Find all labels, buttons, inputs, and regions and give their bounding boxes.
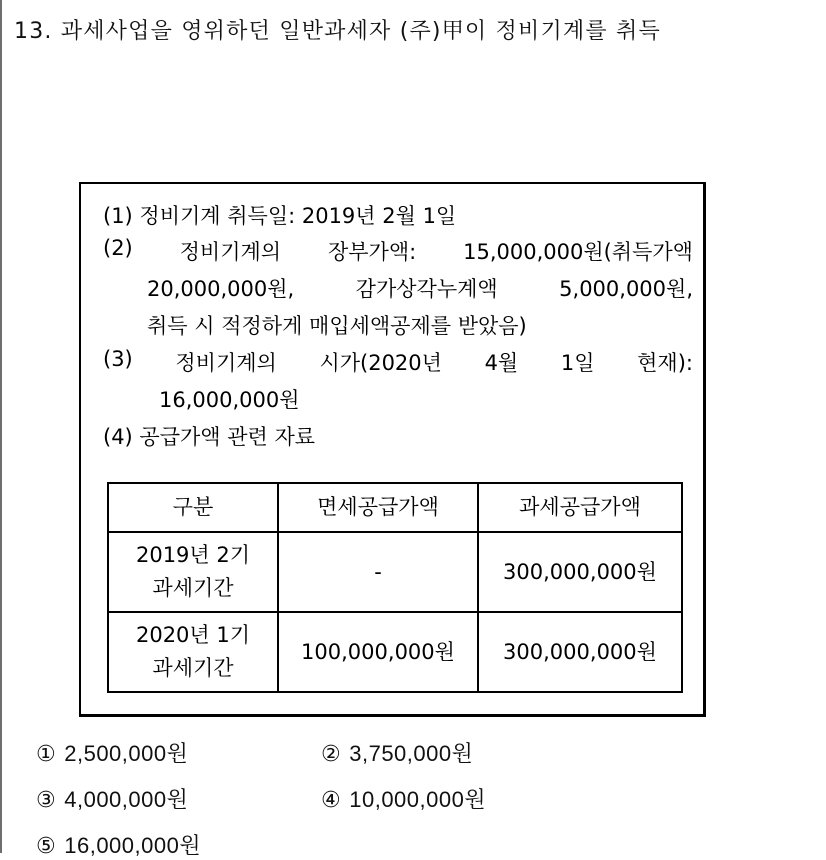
info-box	[79, 182, 706, 717]
table-row	[108, 532, 682, 612]
info-item-2-cont-part: 20,000,000원,	[147, 277, 295, 301]
choice-5[interactable]	[36, 829, 201, 860]
period-line-1: 2020년 1기	[135, 623, 251, 648]
table-cell-period	[108, 532, 278, 612]
info-item-2-part: 15,000,000원(취득가액	[463, 240, 693, 264]
choice-number: ①	[36, 742, 57, 767]
info-item-1: (1) 정비기계 취득일: 2019년 2월 1일	[103, 204, 457, 228]
choice-3[interactable]	[36, 783, 188, 814]
info-item-3	[103, 347, 693, 377]
choice-value: 2,500,000원	[64, 741, 189, 766]
info-item-3-part: 4월	[484, 351, 519, 375]
info-item-2-cont-part: 감가상각누계액	[355, 277, 498, 301]
info-item-3-part: (3)	[103, 347, 133, 371]
question-title: 13. 과세사업을 영위하던 일반과세자 (주)甲이 정비기계를 취득	[14, 19, 661, 44]
choice-1[interactable]	[36, 737, 188, 768]
table-header-cell: 과세공급가액	[478, 483, 682, 532]
choice-value: 10,000,000원	[349, 787, 487, 812]
info-item-2-continuation-2: 취득 시 적정하게 매입세액공제를 받았음)	[147, 314, 527, 338]
page-left-border	[0, 0, 2, 853]
table-header-cell: 면세공급가액	[278, 483, 478, 532]
info-item-3-part: 1일	[560, 351, 595, 375]
period-line-2: 과세기간	[152, 656, 234, 680]
table-header-cell: 구분	[108, 483, 278, 532]
info-item-3-part: 현재):	[637, 351, 693, 375]
table-cell-period	[108, 612, 278, 692]
table-cell-taxable: 300,000,000원	[478, 612, 682, 692]
choice-number: ④	[321, 788, 342, 813]
choice-number: ②	[321, 742, 342, 767]
info-item-3-part: 정비기계의	[175, 351, 277, 375]
choice-value: 16,000,000원	[64, 833, 202, 858]
choice-value: 3,750,000원	[349, 741, 474, 766]
table-header-row	[108, 483, 682, 532]
period-line-2: 과세기간	[152, 576, 234, 600]
info-item-2-part: 장부가액:	[327, 240, 417, 264]
info-item-3-part: 시가(2020년	[319, 351, 442, 375]
info-item-2	[103, 236, 693, 266]
supply-value-table	[107, 482, 683, 693]
table-cell-taxable: 300,000,000원	[478, 532, 682, 612]
table-cell-exempt: -	[278, 532, 478, 612]
info-item-2-part: (2)	[103, 236, 133, 260]
choice-number: ③	[36, 788, 57, 813]
info-item-4: (4) 공급가액 관련 자료	[103, 425, 316, 449]
choice-number: ⑤	[36, 834, 57, 859]
info-item-2-cont-part: 5,000,000원,	[559, 277, 693, 301]
table-row	[108, 612, 682, 692]
choice-2[interactable]	[321, 737, 473, 768]
info-item-3-continuation: 16,000,000원	[159, 388, 300, 412]
period-line-1: 2019년 2기	[135, 543, 251, 568]
choice-4[interactable]	[321, 783, 486, 814]
table-cell-exempt: 100,000,000원	[278, 612, 478, 692]
info-item-2-continuation-1	[147, 273, 693, 303]
info-item-2-part: 정비기계의	[179, 240, 282, 264]
choice-value: 4,000,000원	[64, 787, 189, 812]
